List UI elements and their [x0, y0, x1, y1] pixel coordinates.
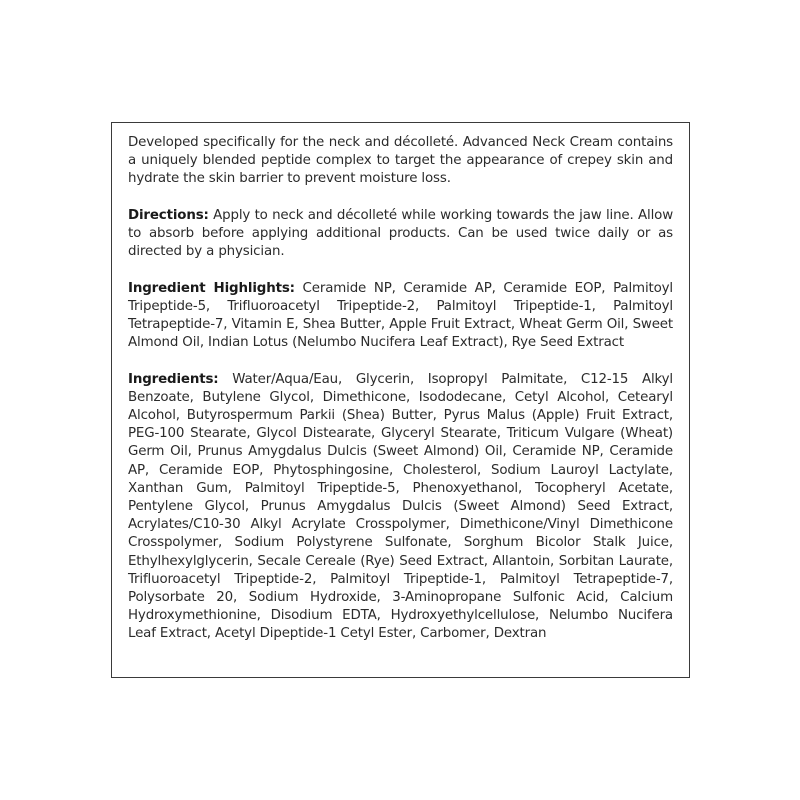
intro-paragraph: [128, 134, 673, 189]
intro-text: Developed specifically for the neck and décolleté. Advanced Neck Cream contains a uniquely blended peptide complex to target the appearance of crepey skin and hydrate the skin barrier to prevent moisture loss.: [128, 135, 673, 187]
directions-paragraph: [128, 207, 673, 262]
ingredient-highlights-text: Ceramide NP, Ceramide AP, Ceramide EOP, Palmitoyl Tripeptide-5, Trifluoroacetyl Tripeptide-2, Palmitoyl Tripeptide-1, Palmitoyl Tetrapeptide-7, Vitamin E, Shea Butter, Apple Fruit Extract, Wheat Germ Oil, Sweet Almond Oil, Indian Lotus (Nelumbo Nucifera Leaf Extract), Rye Seed Extract: [128, 280, 673, 351]
ingredients-label: Ingredients:: [128, 371, 219, 387]
ingredients-text: Water/Aqua/Eau, Glycerin, Isopropyl Palmitate, C12-15 Alkyl Benzoate, Butylene Glycol, Dimethicone, Isododecane, Cetyl Alcohol, Cetearyl Alcohol, Butyrospermum Parkii (Shea) Butter, Pyrus Malus (Apple) Fruit Extract, PEG-100 Stearate, Glycol Distearate, Glyceryl Stearate, Triticum Vulgare (Wheat) Germ Oil, Prunus Amygdalus Dulcis (Sweet Almond) Oil, Ceramide NP, Ceramide AP, Ceramide EOP, Phytosphingosine, Cholesterol, Sodium Lauroyl Lactylate, Xanthan Gum, Palmitoyl Tripeptide-5, Phenoxyethanol, Tocopheryl Acetate, Pentylene Glycol, Prunus Amygdalus Dulcis (Sweet Almond) Seed Extract, Acrylates/C10-30 Alkyl Acrylate Crosspolymer, Dimethicone/Vinyl Dimethicone Crosspolymer, Sodium Polystyrene Sulfonate, Sorghum Bicolor Stalk Juice, Ethylhexylglycerin, Secale Cereale (Rye) Seed Extract, Allantoin, Sorbitan Laurate, Trifluoroacetyl Tripeptide-2, Palmitoyl Tripeptide-1, Palmitoyl Tetrapeptide-7, Polysorbate 20, Sodium Hydroxide, 3-Aminopropane Sulfonic Acid, Calcium Hydroxymethionine, Disodium EDTA, Hydroxyethylcellulose, Nelumbo Nucifera Leaf Extract, Acetyl Dipeptide-1 Cetyl Ester, Carbomer, Dextran: [128, 371, 674, 642]
directions-text: Apply to neck and décolleté while working towards the jaw line. Allow to absorb before applying additional products. Can be used twice daily or as directed by a physician.: [128, 207, 674, 260]
ingredient-highlights-paragraph: [128, 280, 673, 353]
product-label-box: [111, 122, 690, 678]
directions-label: Directions:: [128, 207, 209, 223]
ingredient-highlights-label: Ingredient Highlights:: [128, 280, 295, 296]
ingredients-paragraph: [128, 371, 673, 644]
